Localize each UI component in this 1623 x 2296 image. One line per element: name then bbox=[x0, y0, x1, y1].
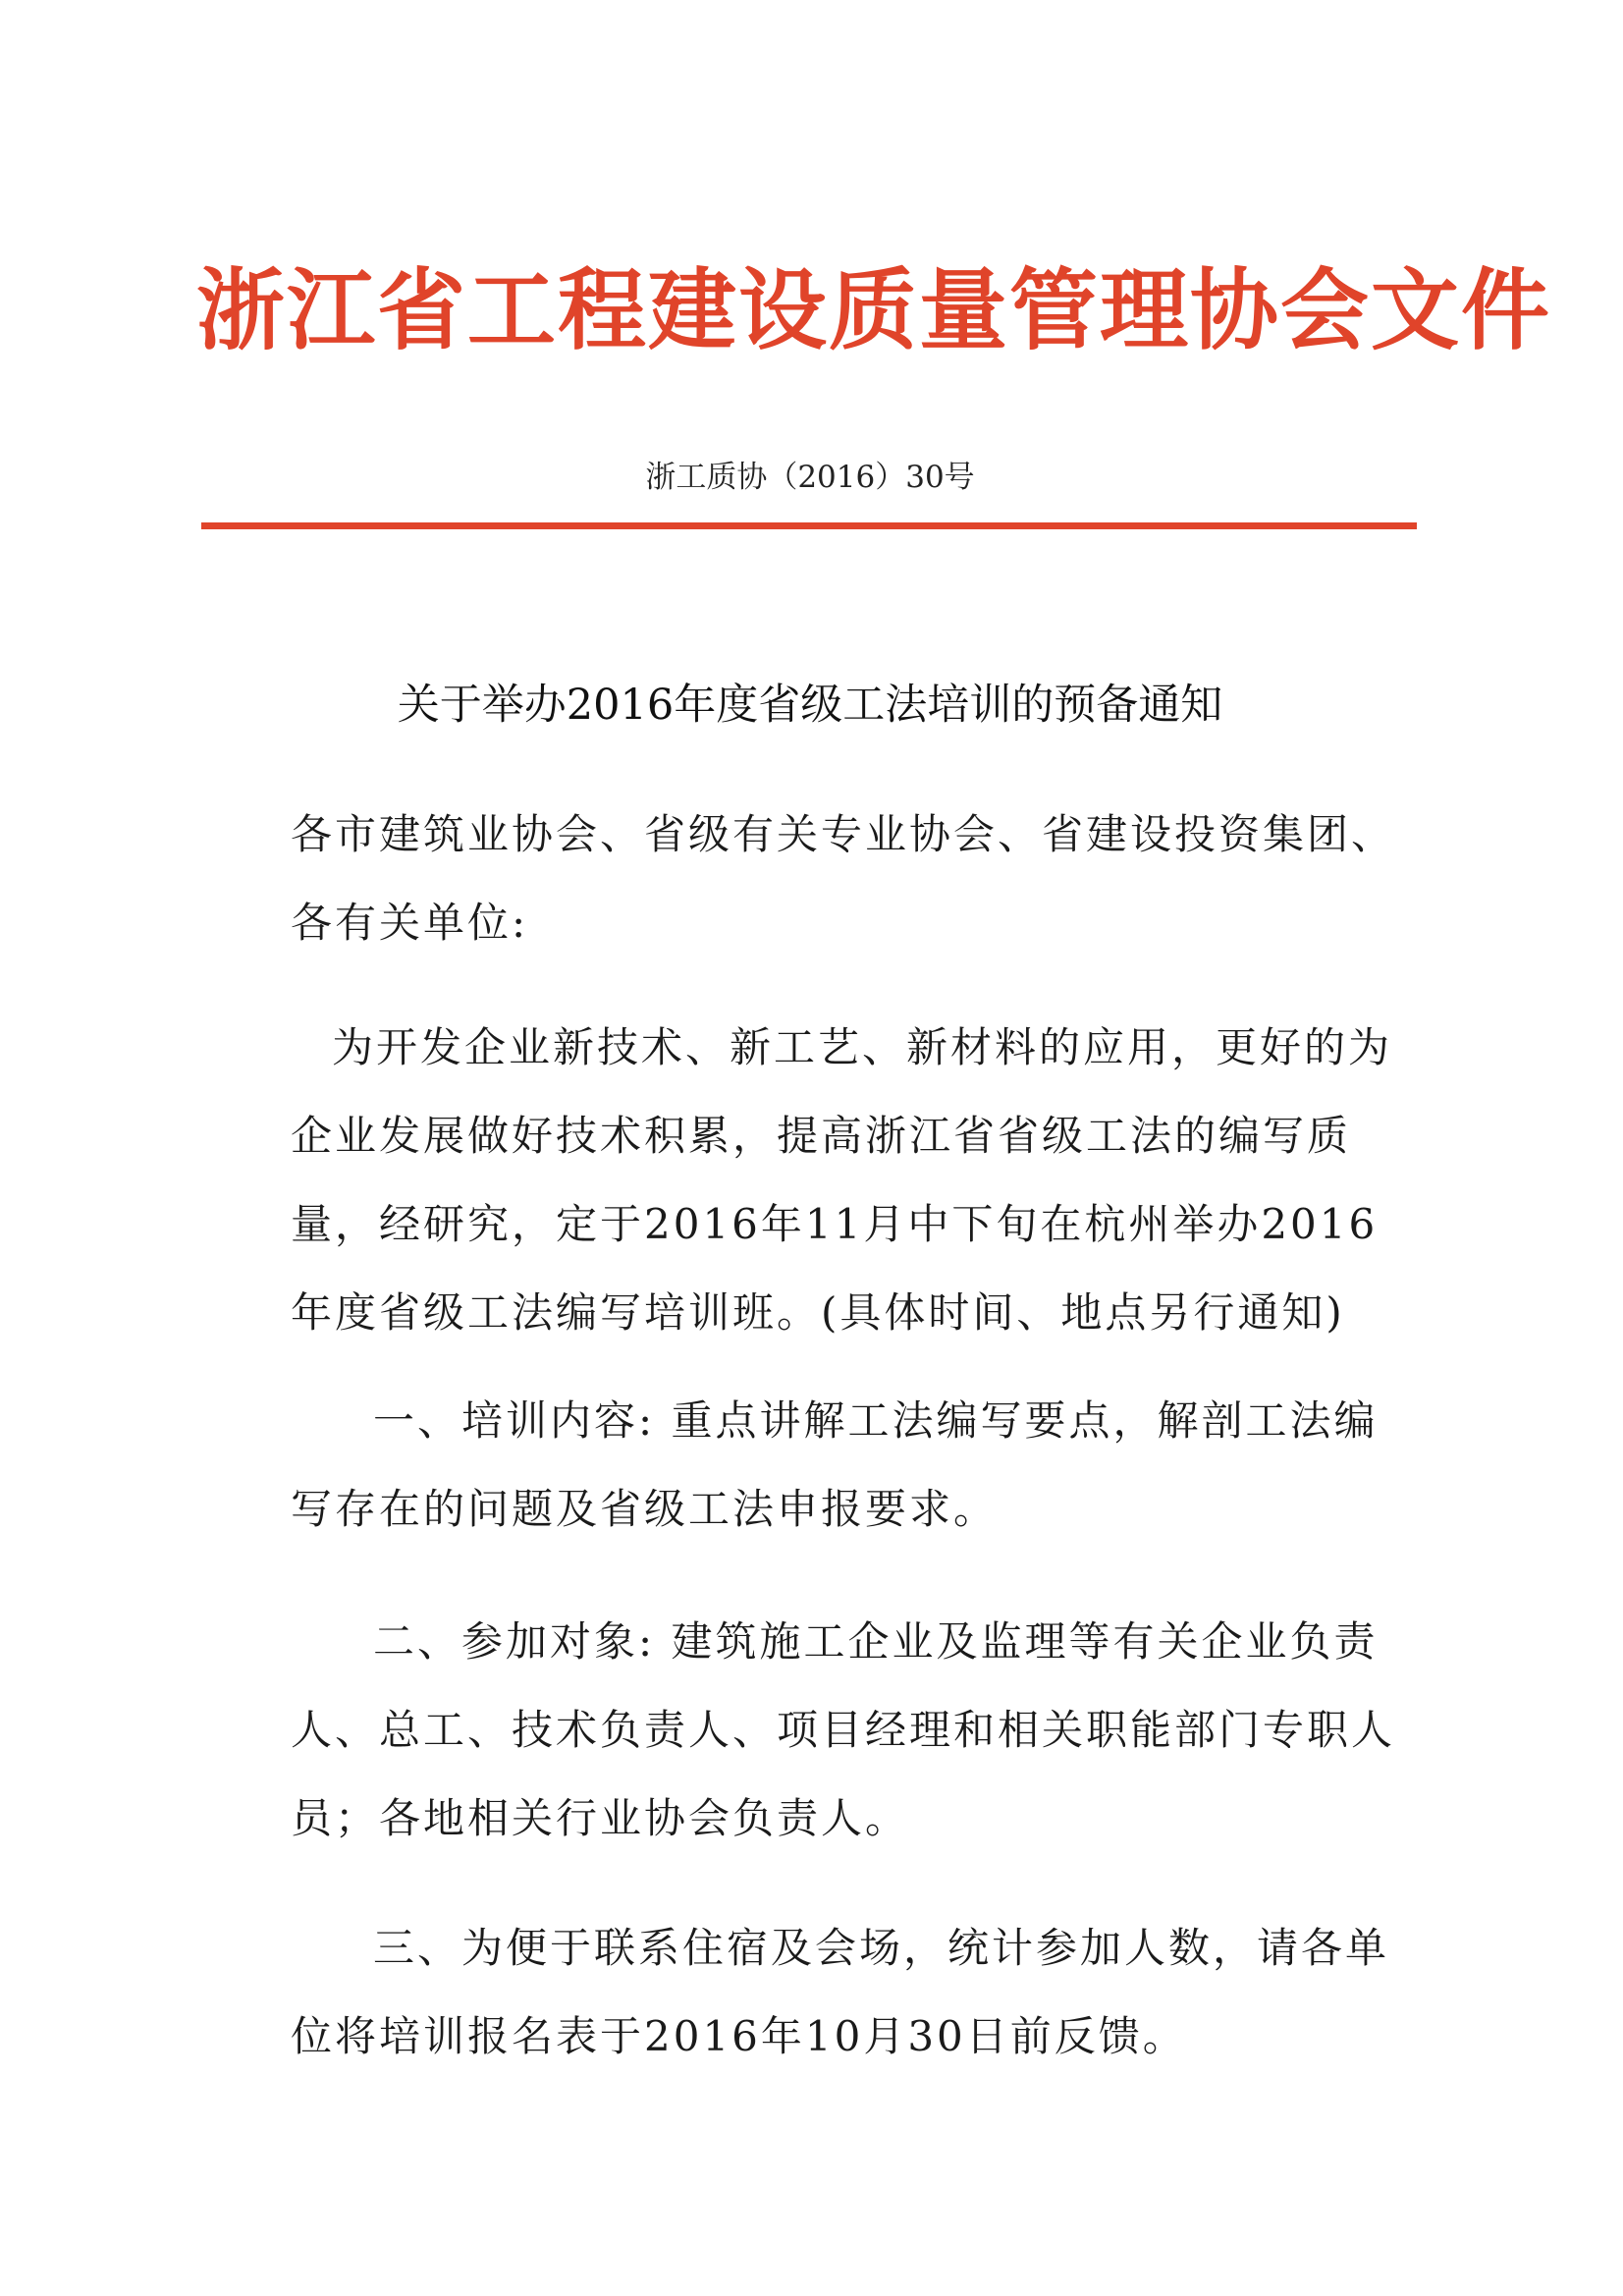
item-participants: 二、参加对象: 建筑施工企业及监理等有关企业负责人、总工、技术负责人、项目经理和相关职能部门专职人员；各地相关行业协会负责人。 bbox=[291, 1617, 1396, 1842]
item-training-content: 一、培训内容: 重点讲解工法编写要点，解剖工法编写存在的问题及省级工法申报要求。 bbox=[291, 1396, 1379, 1533]
salutation: 各市建筑业协会、省级有关专业协会、省建设投资集团、各有关单位: bbox=[291, 810, 1396, 947]
intro-paragraph: 为开发企业新技术、新工艺、新材料的应用，更好的为企业发展做好技术积累，提高浙江省省级工法的编写质量，经研究，定于2016年11月中下旬在杭州举办2016年度省级工法编写培训班。(具体时间、地点另行通知) bbox=[291, 1023, 1393, 1337]
item-registration: 三、为便于联系住宿及会场，统计参加人数，请各单位将培训报名表于2016年10月30日前反馈。 bbox=[291, 1924, 1390, 2060]
header-divider bbox=[201, 522, 1417, 529]
masthead-title: 浙江省工程建设质量管理协会文件 bbox=[196, 259, 1551, 362]
document-number: 浙工质协（2016）30号 bbox=[645, 460, 975, 495]
notice-title: 关于举办2016年度省级工法培训的预备通知 bbox=[397, 681, 1223, 730]
